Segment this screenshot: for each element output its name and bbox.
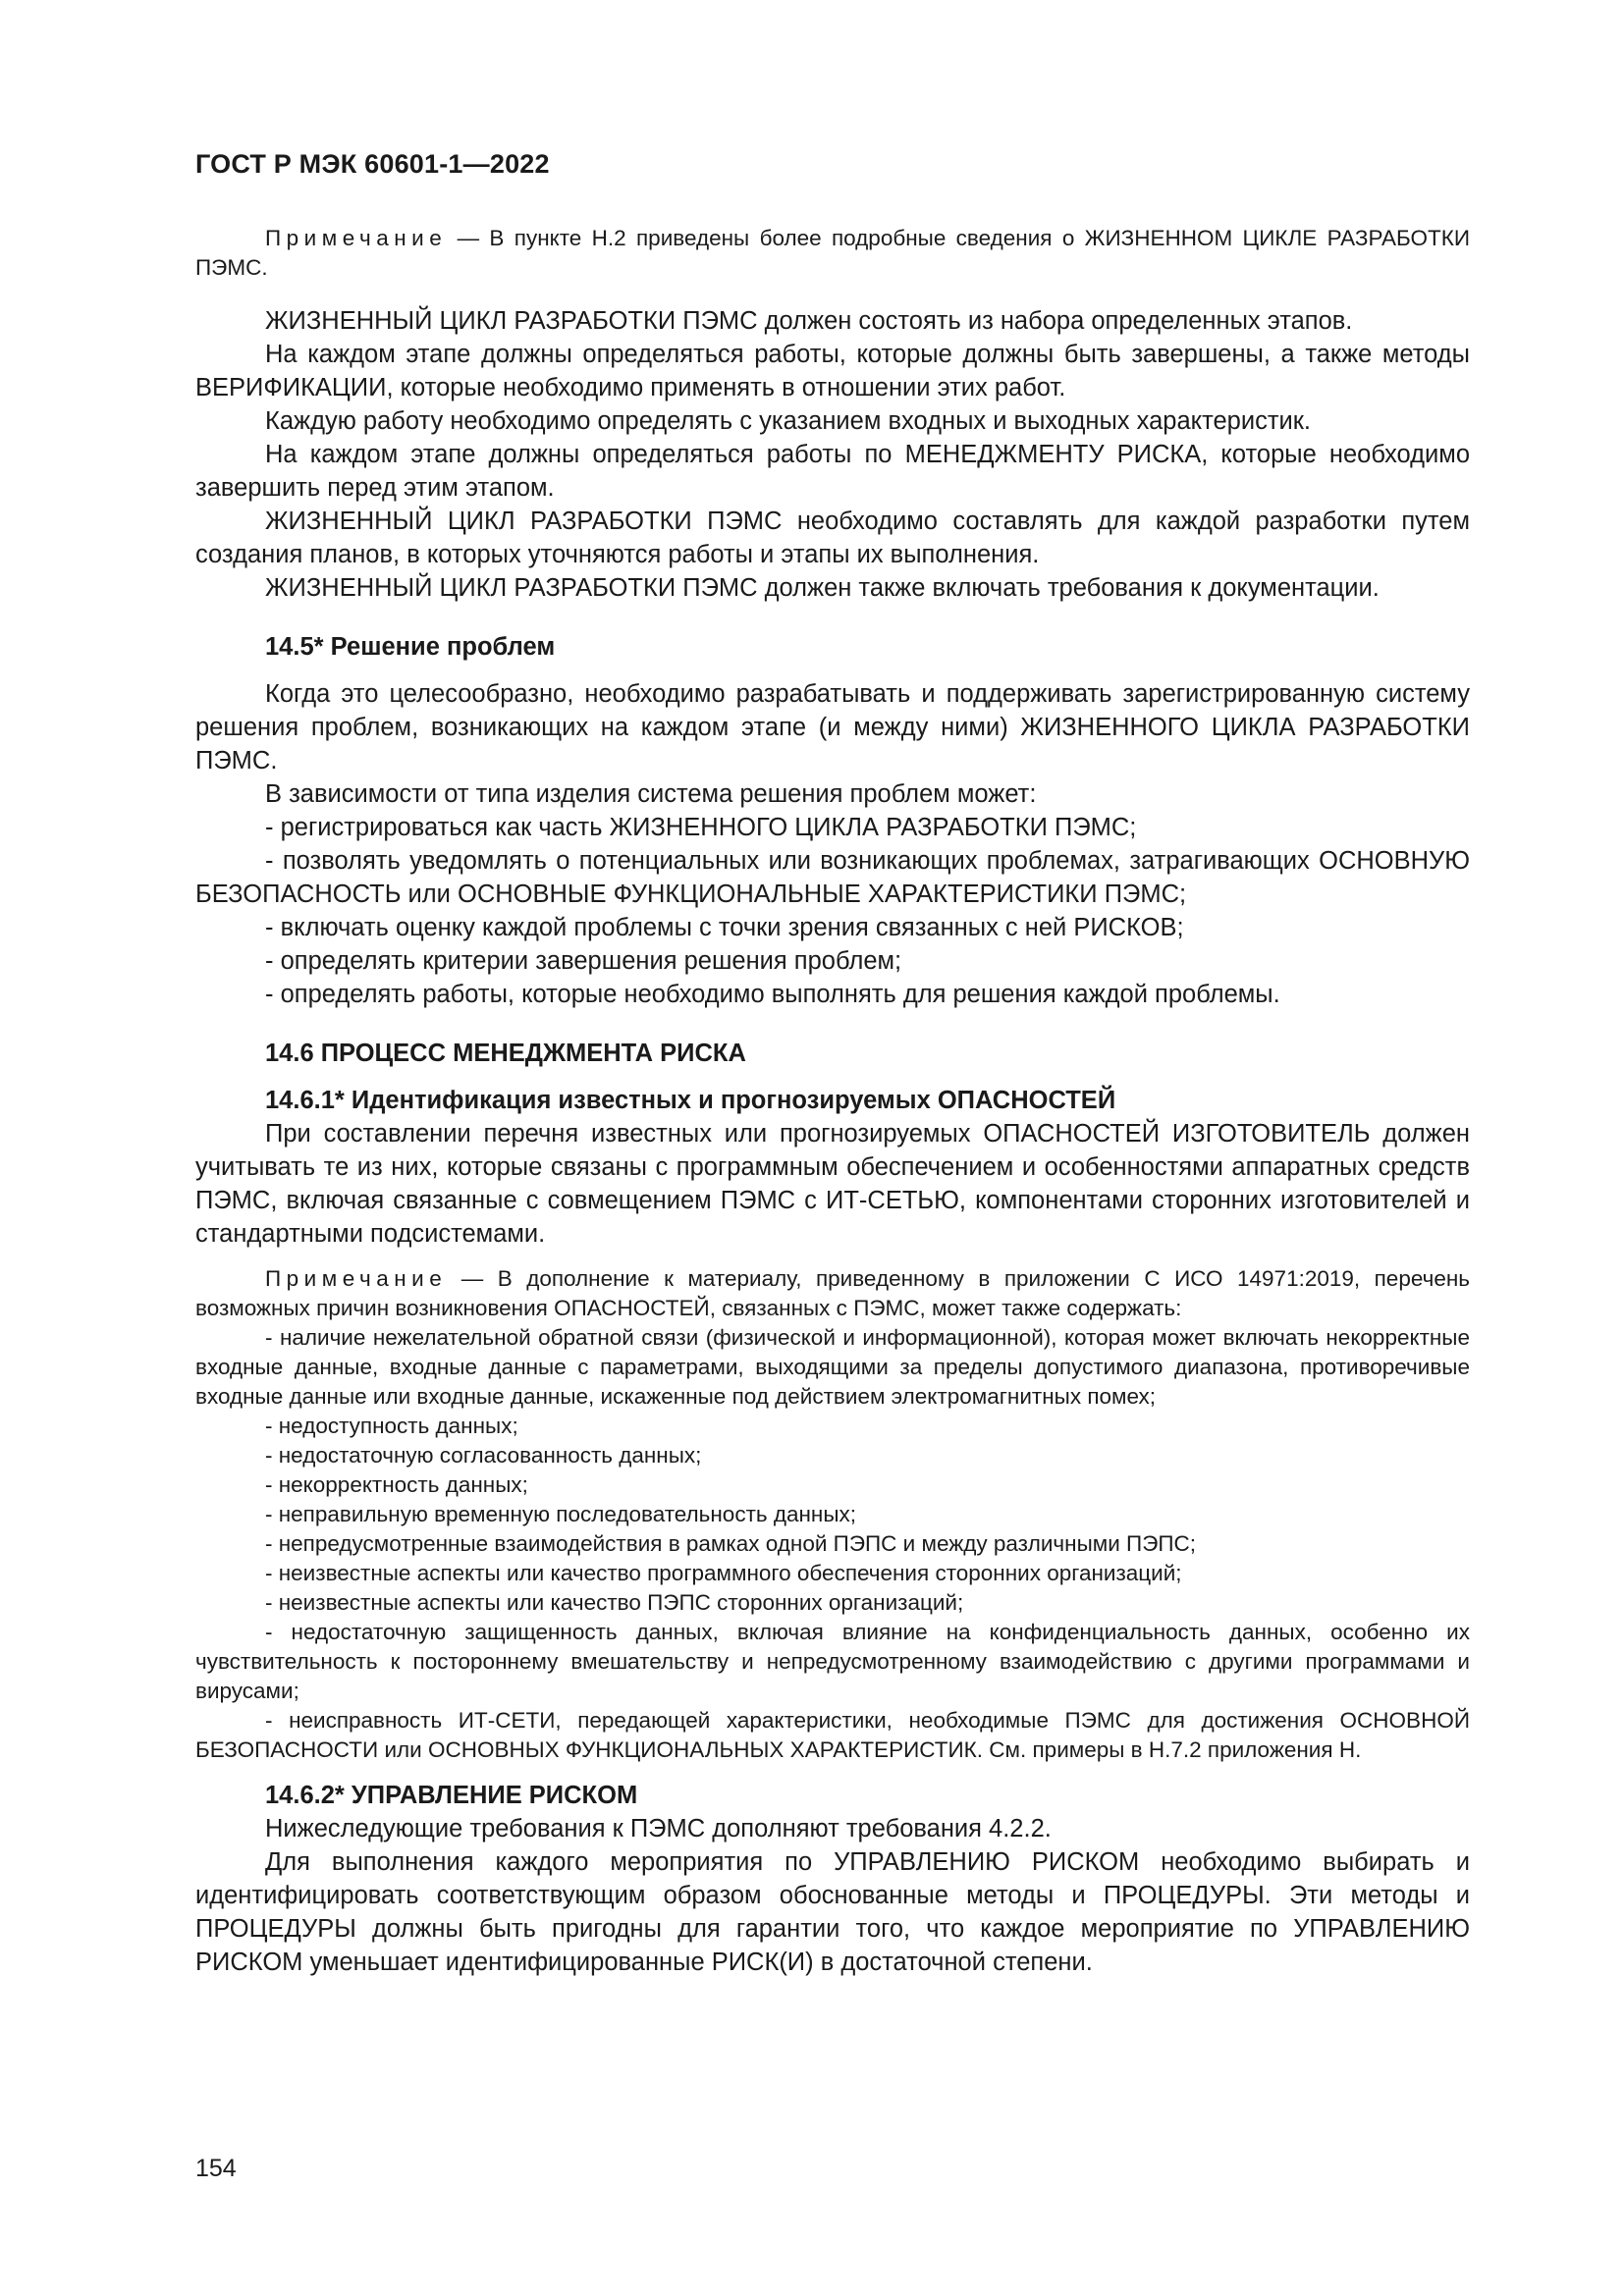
note-list-item: - недостаточную согласованность данных; bbox=[265, 1443, 702, 1468]
document-header: ГОСТ Р МЭК 60601-1—2022 bbox=[195, 149, 550, 179]
note-label: Примечание bbox=[265, 1266, 448, 1291]
paragraph: Когда это целесообразно, необходимо разрабатывать и поддерживать зарегистрированную систему решения проблем, возникающих на каждом этапе (и между ними) ЖИЗНЕННОГО ЦИКЛА РАЗРАБОТКИ ПЭМС. bbox=[195, 680, 1470, 774]
note-list-item: - неисправность ИТ-СЕТИ, передающей характеристики, необходимые ПЭМС для достижения ОСНОВНОЙ БЕЗОПАСНОСТИ или ОСНОВНЫХ ФУНКЦИОНАЛЬНЫХ ХАРАКТЕРИСТИК. См. примеры в Н.7.2 приложения Н. bbox=[195, 1708, 1470, 1762]
section-heading-14-6: 14.6 ПРОЦЕСС МЕНЕДЖМЕНТА РИСКА bbox=[265, 1040, 746, 1067]
list-item: - регистрироваться как часть ЖИЗНЕННОГО ЦИКЛА РАЗРАБОТКИ ПЭМС; bbox=[265, 814, 1137, 841]
note-list-item: - непредусмотренные взаимодействия в рамках одной ПЭПС и между различными ПЭПС; bbox=[265, 1531, 1197, 1556]
paragraph: В зависимости от типа изделия система решения проблем может: bbox=[265, 780, 1037, 808]
section-heading-14-6-2: 14.6.2* УПРАВЛЕНИЕ РИСКОМ bbox=[265, 1782, 638, 1809]
paragraph: ЖИЗНЕННЫЙ ЦИКЛ РАЗРАБОТКИ ПЭМС необходимо составлять для каждой разработки путем создания планов, в которых уточняются работы и этапы их выполнения. bbox=[195, 507, 1470, 568]
note-list-item: - недостаточную защищенность данных, включая влияние на конфиденциальность данных, особенно их чувствительность к постороннему вмешательству и непредусмотренному взаимодействию с другими программами и вирусами; bbox=[195, 1620, 1470, 1703]
note-list-item: - неизвестные аспекты или качество ПЭПС сторонних организаций; bbox=[265, 1590, 964, 1615]
paragraph: ЖИЗНЕННЫЙ ЦИКЛ РАЗРАБОТКИ ПЭМС должен состоять из набора определенных этапов. bbox=[265, 307, 1353, 335]
note-list-item: - неизвестные аспекты или качество программного обеспечения сторонних организаций; bbox=[265, 1561, 1182, 1585]
note-lifecycle bbox=[195, 224, 1470, 283]
list-item: - позволять уведомлять о потенциальных или возникающих проблемах, затрагивающих ОСНОВНУЮ БЕЗОПАСНОСТЬ или ОСНОВНЫЕ ФУНКЦИОНАЛЬНЫЕ ХАРАКТЕРИСТИКИ ПЭМС; bbox=[195, 847, 1470, 908]
list-item: - включать оценку каждой проблемы с точки зрения связанных с ней РИСКОВ; bbox=[265, 914, 1184, 941]
paragraph: На каждом этапе должны определяться работы, которые должны быть завершены, а также методы ВЕРИФИКАЦИИ, которые необходимо применять в отношении этих работ. bbox=[195, 341, 1470, 401]
note-list-item: - наличие нежелательной обратной связи (физической и информационной), которая может включать некорректные входные данные, входные данные с параметрами, выходящими за пределы допустимого диапазона, противоречивые входные данные или входные данные, искаженные под действием электромагнитных помех; bbox=[195, 1325, 1470, 1409]
list-item: - определять критерии завершения решения проблем; bbox=[265, 947, 902, 975]
note-list-item: - неправильную временную последовательность данных; bbox=[265, 1502, 857, 1526]
paragraph: Для выполнения каждого мероприятия по УПРАВЛЕНИЮ РИСКОМ необходимо выбирать и идентифицировать соответствующим образом обоснованные методы и ПРОЦЕДУРЫ. Эти методы и ПРОЦЕДУРЫ должны быть пригодны для гарантии того, что каждое мероприятие по УПРАВЛЕНИЮ РИСКОМ уменьшает идентифицированные РИСК(И) в достаточной степени. bbox=[195, 1848, 1470, 1976]
paragraph: При составлении перечня известных или прогнозируемых ОПАСНОСТЕЙ ИЗГОТОВИТЕЛЬ должен учитывать те из них, которые связаны с программным обеспечением и особенностями аппаратных средств ПЭМС, включая связанные с совмещением ПЭМС с ИТ-СЕТЬЮ, компонентами сторонних изготовителей и стандартными подсистемами. bbox=[195, 1120, 1470, 1248]
paragraph: Каждую работу необходимо определять с указанием входных и выходных характеристик. bbox=[265, 407, 1312, 435]
note-list-item: - некорректность данных; bbox=[265, 1472, 528, 1497]
section-heading-14-5: 14.5* Решение проблем bbox=[265, 633, 556, 661]
page-content bbox=[195, 224, 1470, 1979]
paragraph: ЖИЗНЕННЫЙ ЦИКЛ РАЗРАБОТКИ ПЭМС должен также включать требования к документации. bbox=[265, 574, 1380, 602]
section-heading-14-6-1: 14.6.1* Идентификация известных и прогнозируемых ОПАСНОСТЕЙ bbox=[265, 1087, 1116, 1114]
note-list-item: - недоступность данных; bbox=[265, 1414, 518, 1438]
note-label: Примечание bbox=[265, 226, 448, 250]
note-text: — В пункте Н.2 приведены более подробные сведения о ЖИЗНЕННОМ ЦИКЛЕ РАЗРАБОТКИ ПЭМС. bbox=[195, 226, 1470, 280]
note-hazards bbox=[195, 1264, 1470, 1323]
page-number: 154 bbox=[195, 2155, 237, 2182]
list-item: - определять работы, которые необходимо выполнять для решения каждой проблемы. bbox=[265, 981, 1280, 1008]
paragraph: Нижеследующие требования к ПЭМС дополняют требования 4.2.2. bbox=[265, 1815, 1052, 1842]
paragraph: На каждом этапе должны определяться работы по МЕНЕДЖМЕНТУ РИСКА, которые необходимо завершить перед этим этапом. bbox=[195, 441, 1470, 502]
note-text: — В дополнение к материалу, приведенному в приложении С ИСО 14971:2019, перечень возможных причин возникновения ОПАСНОСТЕЙ, связанных с ПЭМС, может также содержать: bbox=[195, 1266, 1470, 1320]
